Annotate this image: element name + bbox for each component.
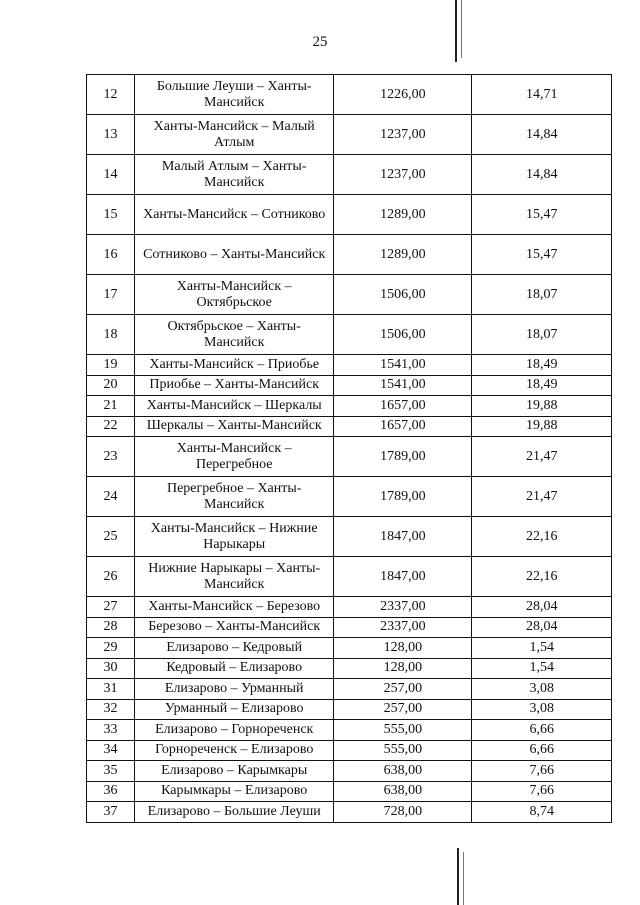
price-cell: 7,66 (472, 761, 612, 782)
table-row (87, 195, 612, 235)
price-cell: 28,04 (472, 597, 612, 618)
distance-cell: 555,00 (334, 720, 472, 741)
row-number-cell: 14 (87, 155, 135, 195)
table-row (87, 699, 612, 720)
distance-cell: 1657,00 (334, 396, 472, 417)
distance-cell: 257,00 (334, 679, 472, 700)
price-cell: 15,47 (472, 235, 612, 275)
price-cell: 19,88 (472, 396, 612, 417)
row-number-cell: 37 (87, 802, 135, 823)
route-name-cell: Приобье – Ханты-Мансийск (135, 375, 334, 396)
price-cell: 21,47 (472, 477, 612, 517)
route-name-cell: Урманный – Елизарово (135, 699, 334, 720)
price-cell: 1,54 (472, 658, 612, 679)
row-number-cell: 22 (87, 416, 135, 437)
distance-cell: 555,00 (334, 740, 472, 761)
route-name-cell: Ханты-Мансийск – Перегребное (135, 437, 334, 477)
row-number-cell: 20 (87, 375, 135, 396)
price-cell: 18,49 (472, 375, 612, 396)
table-row (87, 115, 612, 155)
route-name-cell: Ханты-Мансийск – Шеркалы (135, 396, 334, 417)
route-name-cell: Ханты-Мансийск – Приобье (135, 355, 334, 376)
row-number-cell: 36 (87, 781, 135, 802)
price-cell: 3,08 (472, 679, 612, 700)
table-row (87, 638, 612, 659)
scan-artifact-line (455, 0, 457, 62)
routes-table-body (87, 75, 612, 823)
distance-cell: 1789,00 (334, 477, 472, 517)
route-name-cell: Перегребное – Ханты-Мансийск (135, 477, 334, 517)
table-row (87, 355, 612, 376)
distance-cell: 2337,00 (334, 617, 472, 638)
route-name-cell: Елизарово – Карымкары (135, 761, 334, 782)
row-number-cell: 35 (87, 761, 135, 782)
table-row (87, 375, 612, 396)
distance-cell: 128,00 (334, 638, 472, 659)
table-row (87, 802, 612, 823)
price-cell: 8,74 (472, 802, 612, 823)
price-cell: 3,08 (472, 699, 612, 720)
distance-cell: 1237,00 (334, 155, 472, 195)
distance-cell: 1657,00 (334, 416, 472, 437)
distance-cell: 1541,00 (334, 375, 472, 396)
table-row (87, 761, 612, 782)
distance-cell: 638,00 (334, 761, 472, 782)
price-cell: 21,47 (472, 437, 612, 477)
table-row (87, 315, 612, 355)
row-number-cell: 13 (87, 115, 135, 155)
route-name-cell: Березово – Ханты-Мансийск (135, 617, 334, 638)
price-cell: 14,71 (472, 75, 612, 115)
route-name-cell: Ханты-Мансийск – Малый Атлым (135, 115, 334, 155)
row-number-cell: 26 (87, 557, 135, 597)
distance-cell: 1226,00 (334, 75, 472, 115)
price-cell: 6,66 (472, 720, 612, 741)
price-cell: 15,47 (472, 195, 612, 235)
row-number-cell: 12 (87, 75, 135, 115)
row-number-cell: 15 (87, 195, 135, 235)
distance-cell: 1289,00 (334, 195, 472, 235)
scan-artifact-line (457, 848, 459, 905)
distance-cell: 1847,00 (334, 517, 472, 557)
route-name-cell: Елизарово – Большие Леуши (135, 802, 334, 823)
row-number-cell: 27 (87, 597, 135, 618)
table-row (87, 416, 612, 437)
distance-cell: 1789,00 (334, 437, 472, 477)
table-row (87, 235, 612, 275)
distance-cell: 128,00 (334, 658, 472, 679)
row-number-cell: 21 (87, 396, 135, 417)
table-row (87, 517, 612, 557)
distance-cell: 638,00 (334, 781, 472, 802)
table-row (87, 658, 612, 679)
table-row (87, 617, 612, 638)
distance-cell: 1506,00 (334, 315, 472, 355)
distance-cell: 1506,00 (334, 275, 472, 315)
row-number-cell: 24 (87, 477, 135, 517)
price-cell: 1,54 (472, 638, 612, 659)
scan-artifact-line (463, 852, 464, 905)
price-cell: 6,66 (472, 740, 612, 761)
route-name-cell: Октябрьское – Ханты-Мансийск (135, 315, 334, 355)
table-row (87, 155, 612, 195)
table-row (87, 75, 612, 115)
price-cell: 14,84 (472, 155, 612, 195)
price-cell: 19,88 (472, 416, 612, 437)
route-name-cell: Кедровый – Елизарово (135, 658, 334, 679)
route-name-cell: Елизарово – Горнореченск (135, 720, 334, 741)
route-name-cell: Елизарово – Кедровый (135, 638, 334, 659)
route-name-cell: Шеркалы – Ханты-Мансийск (135, 416, 334, 437)
row-number-cell: 29 (87, 638, 135, 659)
row-number-cell: 18 (87, 315, 135, 355)
price-cell: 18,07 (472, 315, 612, 355)
price-cell: 18,07 (472, 275, 612, 315)
row-number-cell: 31 (87, 679, 135, 700)
price-cell: 28,04 (472, 617, 612, 638)
page-number: 25 (312, 34, 328, 50)
table-row (87, 557, 612, 597)
route-name-cell: Малый Атлым – Ханты-Мансийск (135, 155, 334, 195)
routes-table (86, 74, 612, 823)
table-row (87, 396, 612, 417)
route-name-cell: Нижние Нарыкары – Ханты-Мансийск (135, 557, 334, 597)
table-row (87, 679, 612, 700)
route-name-cell: Карымкары – Елизарово (135, 781, 334, 802)
table-row (87, 477, 612, 517)
table-row (87, 781, 612, 802)
row-number-cell: 32 (87, 699, 135, 720)
table-row (87, 597, 612, 618)
table-row (87, 275, 612, 315)
price-cell: 22,16 (472, 517, 612, 557)
distance-cell: 2337,00 (334, 597, 472, 618)
row-number-cell: 25 (87, 517, 135, 557)
distance-cell: 1541,00 (334, 355, 472, 376)
distance-cell: 728,00 (334, 802, 472, 823)
route-name-cell: Елизарово – Урманный (135, 679, 334, 700)
distance-cell: 1237,00 (334, 115, 472, 155)
price-cell: 22,16 (472, 557, 612, 597)
route-name-cell: Ханты-Мансийск – Сотниково (135, 195, 334, 235)
row-number-cell: 33 (87, 720, 135, 741)
row-number-cell: 30 (87, 658, 135, 679)
row-number-cell: 19 (87, 355, 135, 376)
price-cell: 7,66 (472, 781, 612, 802)
route-name-cell: Ханты-Мансийск – Октябрьское (135, 275, 334, 315)
price-cell: 18,49 (472, 355, 612, 376)
price-cell: 14,84 (472, 115, 612, 155)
row-number-cell: 28 (87, 617, 135, 638)
row-number-cell: 16 (87, 235, 135, 275)
distance-cell: 257,00 (334, 699, 472, 720)
row-number-cell: 34 (87, 740, 135, 761)
distance-cell: 1289,00 (334, 235, 472, 275)
table-row (87, 437, 612, 477)
route-name-cell: Сотниково – Ханты-Мансийск (135, 235, 334, 275)
row-number-cell: 23 (87, 437, 135, 477)
route-name-cell: Большие Леуши – Ханты-Мансийск (135, 75, 334, 115)
route-name-cell: Ханты-Мансийск – Нижние Нарыкары (135, 517, 334, 557)
table-row (87, 720, 612, 741)
distance-cell: 1847,00 (334, 557, 472, 597)
route-name-cell: Ханты-Мансийск – Березово (135, 597, 334, 618)
route-name-cell: Горнореченск – Елизарово (135, 740, 334, 761)
row-number-cell: 17 (87, 275, 135, 315)
table-row (87, 740, 612, 761)
